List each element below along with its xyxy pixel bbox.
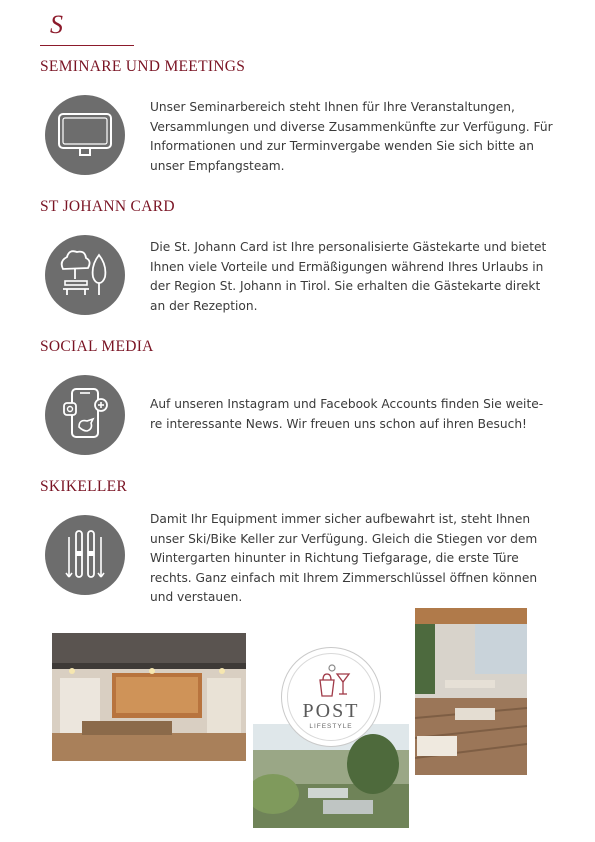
section-text-skikeller: Damit Ihr Equipment immer sicher aufbewahrt ist, steht Ihnen unser Ski/Bike Keller zur Verfügung. Gleich die Stiegen vor dem Wintergarten hinunter in Richtung Tiefgarage, die erste Türe rechts. Ganz einfach mit Ihrem Zimmerschlüssel öffnen können und verstauen. xyxy=(150,512,538,604)
section-heading-skikeller: SKIKELLER xyxy=(40,478,128,495)
badge-word: POST xyxy=(302,700,360,722)
section-heading-seminare: SEMINARE UND MEETINGS xyxy=(40,58,246,75)
section-heading-card: ST JOHANN CARD xyxy=(40,198,175,215)
section-text-card: Die St. Johann Card ist Ihre personalisierte Gästekarte und bietet Ihnen viele Vorteile und Ermäßigungen während Ihres Urlaubs in der Region St. Johann in Tirol. Sie erhalten die Gästekarte direkt an der Rezeption. xyxy=(150,240,547,313)
trees-bench-icon xyxy=(45,235,125,315)
terrace-photo xyxy=(415,608,527,775)
section-heading-social: SOCIAL MEDIA xyxy=(40,338,154,355)
monitor-icon xyxy=(45,95,125,175)
badge-subtitle: LIFESTYLE xyxy=(309,723,353,730)
skis-icon xyxy=(45,515,125,595)
section-text-social: Auf unseren Instagram und Facebook Accounts finden Sie weite- re interessante News. Wir freuen uns schon auf ihren Besuch! xyxy=(150,397,544,431)
bag-cocktail-icon xyxy=(310,662,354,700)
post-lifestyle-badge xyxy=(281,647,381,747)
hotel-logo: S xyxy=(50,10,63,39)
restaurant-photo xyxy=(52,633,246,761)
smartphone-social-icon xyxy=(45,375,125,455)
logo-divider xyxy=(40,45,134,46)
section-text-seminare: Unser Seminarbereich steht Ihnen für Ihre Veranstaltungen, Versammlungen und diverse Zusammenkünfte zur Verfügung. Für Informationen und zur Terminvergabe wenden Sie sich bitte an unser Empfangsteam. xyxy=(150,100,553,173)
